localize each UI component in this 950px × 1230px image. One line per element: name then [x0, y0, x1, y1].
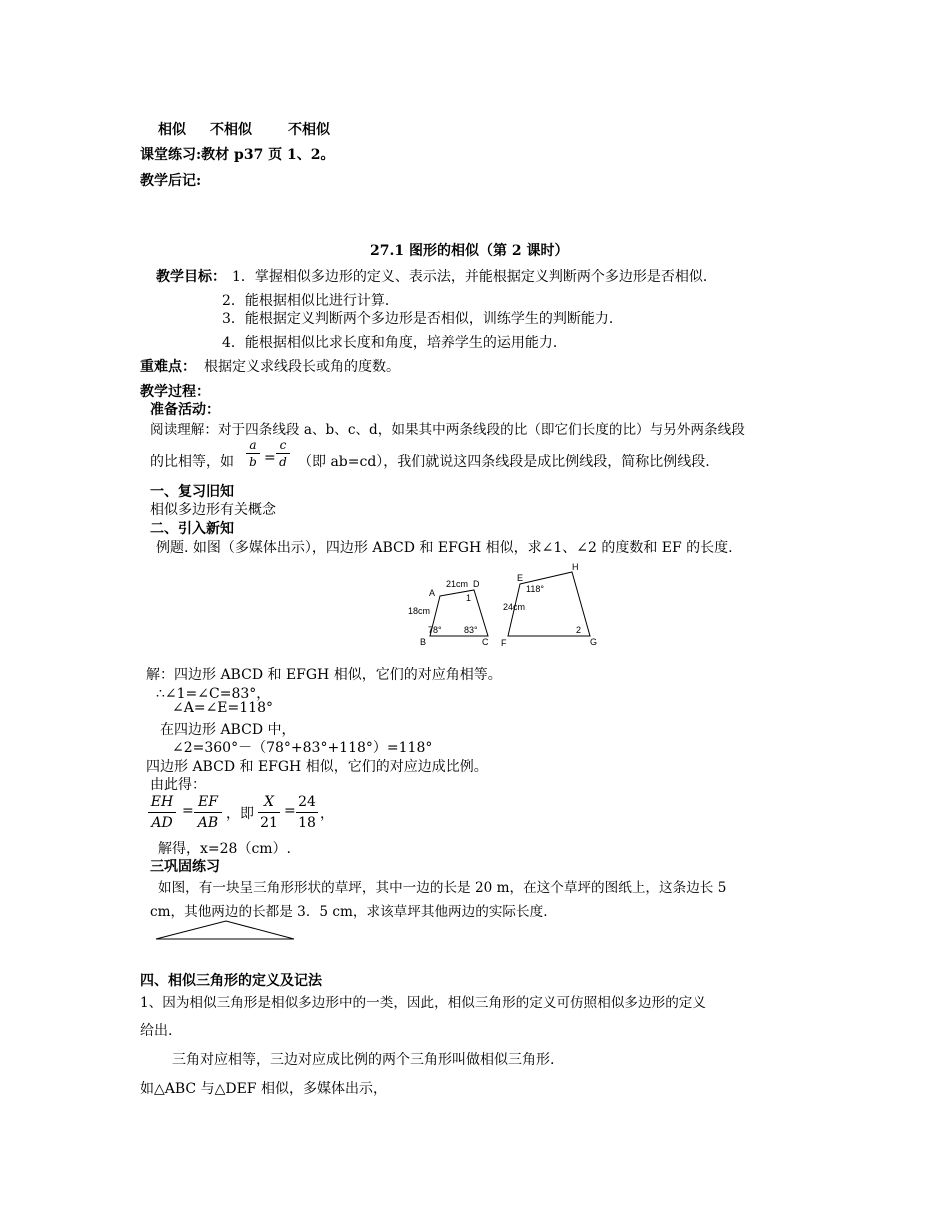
angle-2-label: 2	[576, 625, 582, 635]
section4-line-2: 给出.	[140, 1023, 173, 1039]
vertex-b: B	[420, 637, 427, 647]
solution-line-2: ∴∠1=∠C=83°，	[156, 686, 271, 702]
objective-2: 2．能根据相似比进行计算．	[222, 293, 399, 309]
angle-b-value: 78°	[428, 625, 442, 635]
section4-heading: 四、相似三角形的定义及记法	[140, 973, 322, 989]
section4-definition: 三角对应相等，三边对应成比例的两个三角形叫做相似三角形.	[172, 1052, 555, 1068]
frac-24: 24	[298, 794, 316, 810]
section4-last: 如△ABC 与△DEF 相似，多媒体出示，	[140, 1081, 387, 1097]
key-points: 根据定义求线段长或角的度数。	[204, 359, 400, 375]
vertex-a: A	[429, 588, 436, 598]
objectives-label: 教学目标：	[156, 269, 226, 285]
fraction-x-21	[258, 793, 280, 832]
fraction-bar	[246, 453, 260, 454]
ratio-end: ，	[320, 806, 334, 822]
solution-line-3: ∠A=∠E=118°	[172, 700, 273, 716]
ef-length: 24cm	[503, 602, 526, 612]
frac-ad: AD	[151, 815, 173, 831]
fraction-c-d	[276, 438, 290, 469]
objective-3: 3．能根据定义判断两个多边形是否相似，训练学生的判断能力．	[222, 311, 623, 327]
solution-line-1: 解：四边形 ABCD 和 EFGH 相似，它们的对应角相等。	[146, 667, 502, 683]
fraction-bar	[194, 812, 222, 813]
frac-b: b	[249, 455, 257, 469]
frac-x: X	[264, 794, 274, 810]
frac-a: a	[249, 438, 257, 452]
fraction-bar	[276, 453, 290, 454]
fraction-bar	[296, 812, 318, 813]
vertex-h: H	[572, 562, 579, 572]
angle-c-value: 83°	[464, 625, 478, 635]
fraction-ef-ab	[194, 793, 222, 832]
classroom-practice: 课堂练习:教材 p37 页 1、2。	[140, 147, 335, 163]
solution-result: 解得，x=28（cm）.	[158, 841, 292, 857]
intro-heading: 二、引入新知	[150, 521, 234, 537]
solution-line-7: 由此得：	[150, 777, 206, 793]
angle-1-label: 1	[466, 593, 472, 603]
key-points-label: 重难点：	[140, 359, 196, 375]
practice-heading: 三巩固练习	[150, 859, 220, 875]
lawn-triangle	[156, 921, 294, 939]
ab-length: 18cm	[408, 606, 431, 616]
review-heading: 一、复习旧知	[150, 484, 234, 500]
label-not-similar-1: 不相似	[210, 122, 252, 138]
solution-line-4: 在四边形 ABCD 中，	[160, 722, 296, 738]
reading-eq: =	[264, 450, 276, 466]
practice-line-1: 如图，有一块呈三角形形状的草坪，其中一边的长是 20 m，在这个草坪的图纸上，这条边长 5	[158, 880, 727, 896]
vertex-d: D	[473, 579, 480, 589]
vertex-e: E	[517, 573, 524, 583]
frac-eh: EH	[150, 794, 174, 810]
frac-c: c	[279, 438, 287, 452]
ratio-eq-1: =	[182, 803, 194, 819]
lawn-triangle-figure	[150, 918, 300, 942]
angle-e-value: 118°	[526, 584, 544, 594]
label-similar: 相似	[158, 122, 186, 138]
frac-ab: AB	[197, 815, 219, 831]
frac-21: 21	[260, 815, 278, 831]
ratio-eq-2: =	[284, 803, 296, 819]
vertex-g: G	[590, 637, 598, 647]
process-label: 教学过程：	[140, 384, 210, 400]
frac-d: d	[279, 455, 287, 469]
section4-line-1: 1、因为相似三角形是相似多边形中的一类，因此，相似三角形的定义可仿照相似多边形的定义	[140, 995, 706, 1011]
frac-ef: EF	[198, 794, 218, 810]
solution-line-5: ∠2=360°－（78°+83°+118°）=118°	[172, 740, 433, 756]
fraction-24-18	[296, 793, 318, 832]
prep-label: 准备活动：	[150, 402, 220, 418]
reading-line-2-post: （即 ab=cd），我们就说这四条线段是成比例线段，简称比例线段.	[298, 454, 710, 470]
example-text: 例题. 如图（多媒体出示），四边形 ABCD 和 EFGH 相似，求∠1、∠2 的度数和 EF 的长度.	[156, 540, 733, 556]
ad-length: 21cm	[446, 579, 469, 589]
review-text: 相似多边形有关概念	[150, 502, 276, 518]
fraction-a-b	[246, 438, 260, 469]
ratio-sep: ，即	[226, 806, 254, 822]
reading-line-2-pre: 的比相等，如	[150, 454, 234, 470]
objective-1: 1．掌握相似多边形的定义、表示法，并能根据定义判断两个多边形是否相似．	[232, 269, 717, 285]
label-not-similar-2: 不相似	[288, 122, 330, 138]
vertex-f: F	[501, 638, 507, 648]
frac-18: 18	[298, 815, 316, 831]
quadrilaterals-figure	[400, 560, 610, 655]
vertex-c: C	[482, 637, 489, 647]
solution-line-6: 四边形 ABCD 和 EFGH 相似，它们的对应边成比例。	[146, 759, 488, 775]
fraction-eh-ad	[148, 793, 176, 832]
practice-line-2: cm，其他两边的长都是 3．5 cm，求该草坪其他两边的实际长度.	[150, 904, 548, 920]
reading-line-1: 阅读理解：对于四条线段 a、b、c、d，如果其中两条线段的比（即它们长度的比）与另外两条线段	[150, 422, 745, 438]
objective-4: 4．能根据相似比求长度和角度，培养学生的运用能力．	[222, 335, 567, 351]
lesson-title: 27.1 图形的相似（第 2 课时）	[370, 243, 569, 259]
fraction-bar	[148, 812, 176, 813]
fraction-bar	[258, 812, 280, 813]
teaching-notes: 教学后记:	[140, 173, 202, 189]
